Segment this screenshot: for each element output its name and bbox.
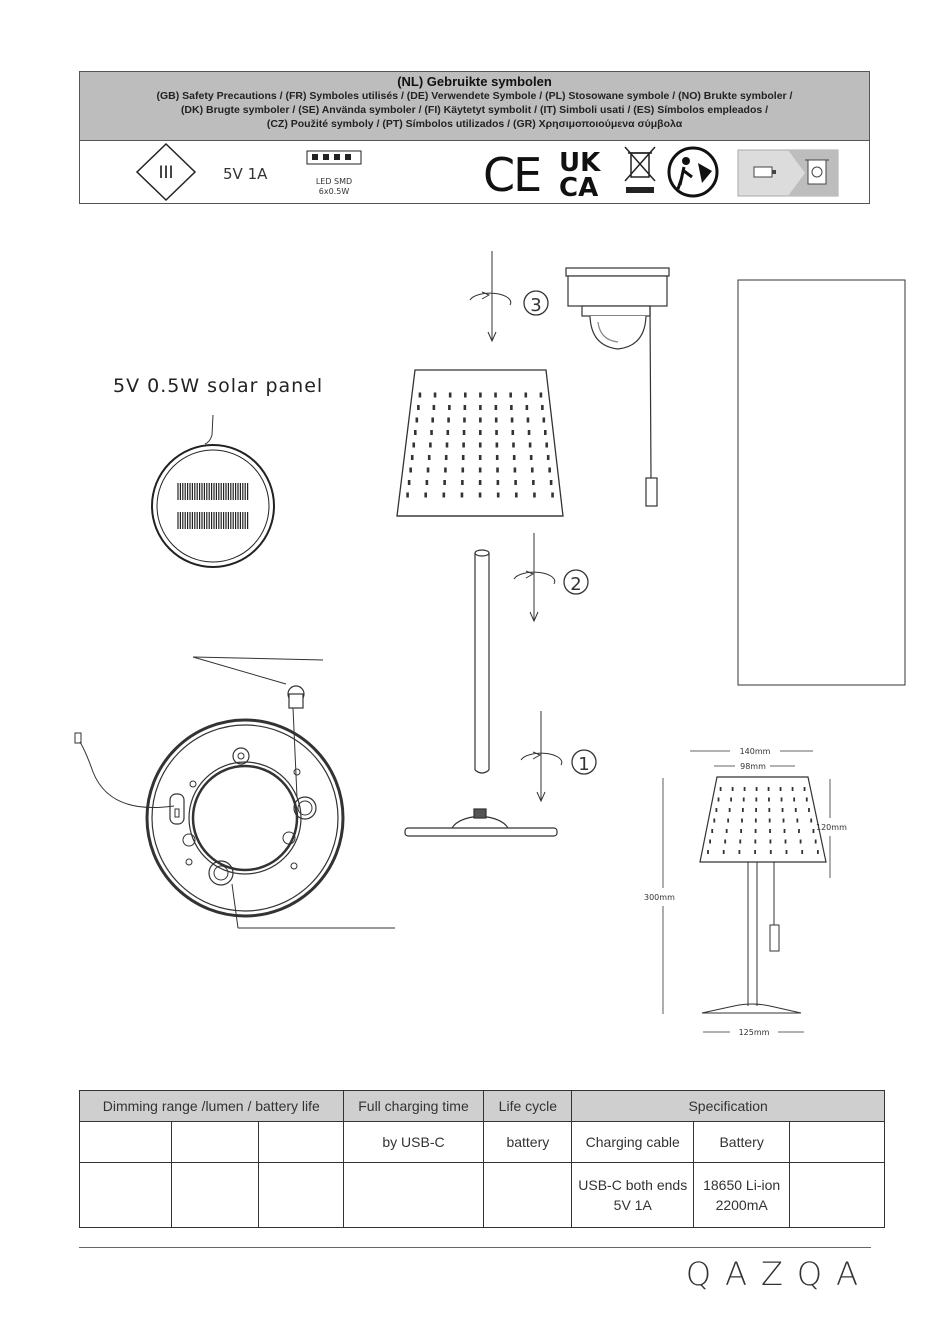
symbols-title: (NL) Gebruikte symbolen: [397, 74, 552, 89]
battery-line-2: 2200mA: [715, 1197, 768, 1213]
symbols-line-2: (DK) Brugte symboler / (SE) Använda symboler / (FI) Käytetyt symbolit / (IT) Simboli usati / (ES) Símbolos empleados /: [180, 104, 769, 116]
solar-leader-line: [205, 415, 213, 444]
lamp-base-icon: [405, 809, 557, 836]
lamp-pole-icon: [475, 550, 489, 773]
symbols-line-3: (CZ) Použité symboly / (PT) Símbolos utilizados / (GR) Χρησιμοποιούμενα σύμβολα: [266, 118, 683, 130]
symbols-line-1: (GB) Safety Precautions / (FR) Symboles utilisés / (DE) Verwendete Symbole / (PL) Stosowane symbole / (NO) Brukte symboler /: [156, 90, 793, 102]
header-specification: Specification: [572, 1091, 885, 1122]
step-2-arrow: [514, 533, 555, 621]
step-3-arrow: [470, 251, 511, 341]
table-cell: [343, 1163, 484, 1228]
step-2-number: 2: [570, 574, 582, 595]
step-1-arrow: [521, 711, 562, 801]
table-cell: [790, 1163, 885, 1228]
led-spec: 6x0.5W: [318, 187, 350, 196]
led-label: LED SMD: [315, 177, 353, 186]
table-cell: [171, 1122, 258, 1163]
table-cell: [258, 1122, 343, 1163]
life-cycle-cell: battery: [484, 1122, 572, 1163]
dim-shade-height: 120mm: [816, 823, 847, 832]
class-iii-text: III: [158, 163, 174, 183]
solar-panel-label: 5V 0.5W solar panel: [113, 375, 324, 397]
header-dimming: Dimming range /lumen / battery life: [80, 1091, 344, 1122]
table-cell: [171, 1163, 258, 1228]
cable-line-2: 5V 1A: [613, 1197, 652, 1213]
charging-method-cell: by USB-C: [343, 1122, 484, 1163]
ukca-top: UK: [559, 148, 601, 178]
battery-value: [694, 1163, 790, 1228]
info-box: [738, 280, 905, 685]
ukca-bottom: CA: [559, 173, 599, 203]
base-bottom-view-icon: [75, 657, 395, 928]
battery-header: Battery: [694, 1122, 790, 1163]
table-cell: [80, 1163, 172, 1228]
power-rating-text: 5V 1A: [223, 165, 268, 183]
lamp-head-icon: [566, 268, 669, 506]
brand-logo: QAZQA: [685, 1255, 872, 1293]
header-charging-time: Full charging time: [343, 1091, 484, 1122]
step-1-number: 1: [578, 754, 590, 775]
dim-width-top: 98mm: [740, 762, 766, 771]
cable-line-1: USB-C both ends: [578, 1177, 688, 1193]
step-3-number: 3: [530, 295, 542, 316]
battery-line-1: 18650 Li-ion: [703, 1177, 781, 1193]
table-cell: [484, 1163, 572, 1228]
spec-table: [79, 1090, 885, 1228]
table-cell: [258, 1163, 343, 1228]
footer-rule: [79, 1247, 871, 1248]
dim-width-total: 140mm: [739, 747, 771, 756]
dimension-drawing-icon: [644, 747, 847, 1037]
lamp-shade-icon: [397, 370, 563, 516]
dim-base-width: 125mm: [738, 1028, 770, 1037]
dim-height-total: 300mm: [644, 893, 675, 902]
ce-mark-icon: CE: [483, 148, 541, 202]
charging-cable-value: [572, 1163, 694, 1228]
table-cell: [80, 1122, 172, 1163]
solar-panel-icon: [152, 445, 274, 567]
header-life-cycle: Life cycle: [484, 1091, 572, 1122]
charging-cable-header: Charging cable: [572, 1122, 694, 1163]
table-cell: [790, 1122, 885, 1163]
